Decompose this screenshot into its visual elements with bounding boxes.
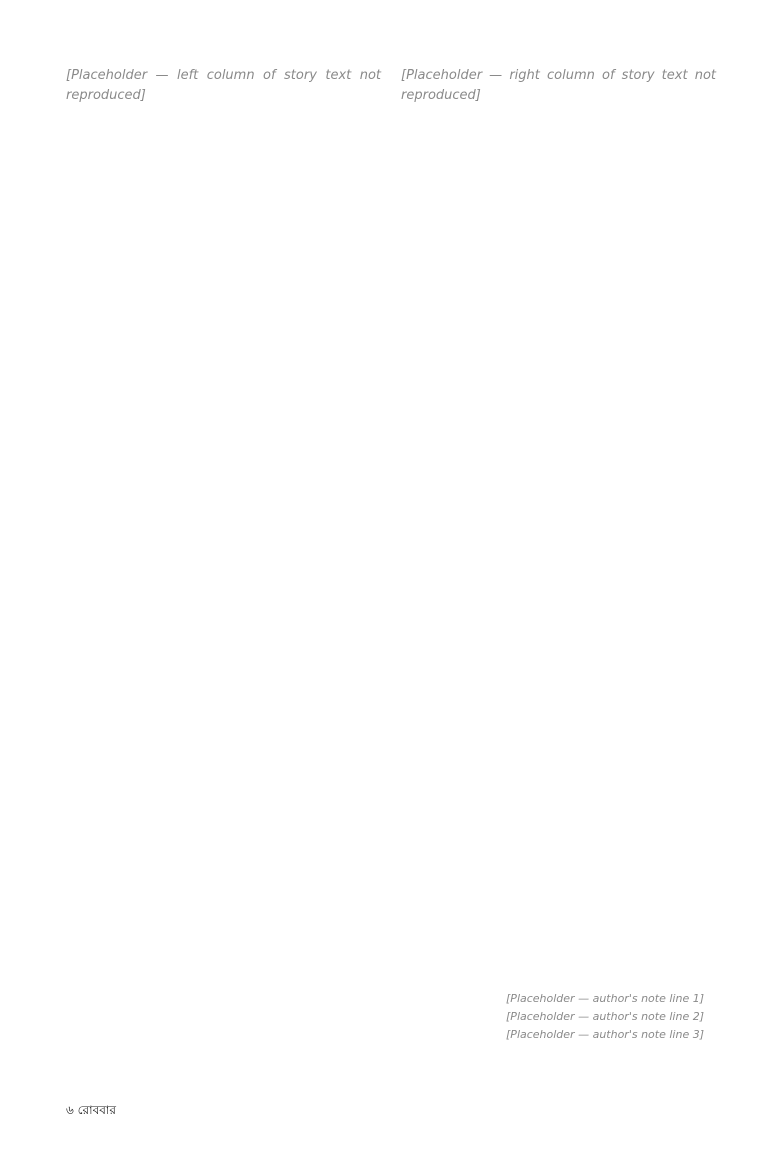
left-column-text: [Placeholder — left column of story text not reproduced] [66, 68, 381, 103]
left-column [66, 66, 381, 966]
note-line: [Placeholder — author's note line 2] [506, 1010, 704, 1023]
right-column [401, 66, 716, 966]
story-columns [66, 66, 716, 966]
author-notes [404, 990, 704, 1044]
right-column-text: [Placeholder — right column of story text not reproduced] [401, 68, 716, 103]
note-line: [Placeholder — author's note line 1] [506, 992, 704, 1005]
note-line: [Placeholder — author's note line 3] [506, 1028, 704, 1041]
page-folio: ৬ রোববার [66, 1103, 117, 1117]
